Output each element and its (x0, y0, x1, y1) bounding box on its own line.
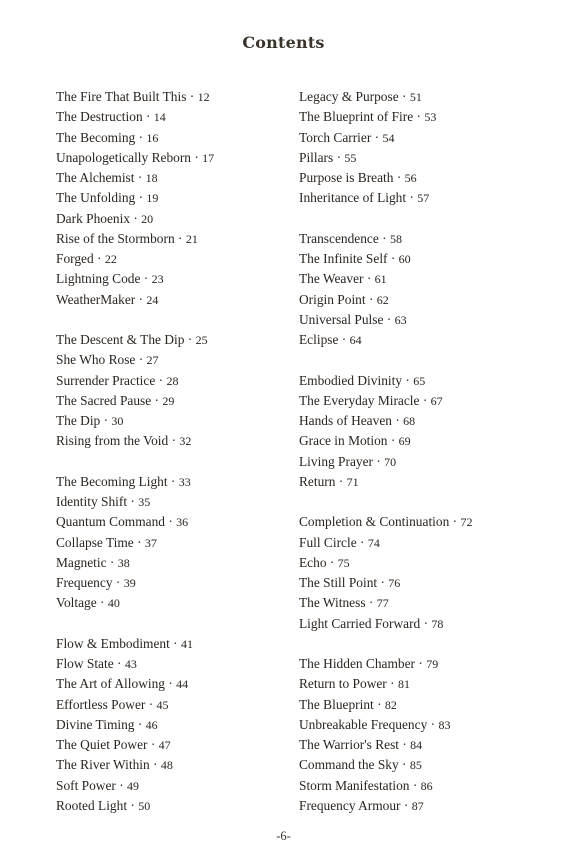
toc-entry: Grace in Motion · 69 (299, 433, 411, 449)
toc-entry-page: 49 (127, 778, 140, 793)
toc-entry-title: Unbreakable Frequency (299, 716, 428, 732)
toc-entry-page: 86 (420, 778, 433, 793)
toc-entry-page: 67 (430, 393, 443, 408)
toc-entry: Flow State · 43 (56, 656, 137, 671)
toc-entry-title: The River Within (56, 757, 150, 773)
toc-entry-page: 82 (384, 697, 397, 712)
toc-entry: Pillars · 55 (299, 149, 357, 165)
toc-entry-title: WeatherMaker (56, 291, 136, 307)
toc-entry-page: 19 (146, 191, 159, 206)
toc-entry: Frequency · 39 (56, 575, 136, 590)
toc-entry: The Quiet Power · 47 (56, 737, 171, 752)
toc-right-column (299, 87, 539, 816)
toc-entry: Embodied Divinity · 65 (299, 372, 426, 388)
toc-entry-title: Divine Timing (56, 716, 135, 732)
toc-entry-title: The Unfolding (56, 190, 136, 206)
toc-entry: The Everyday Miracle · 67 (299, 392, 443, 408)
toc-entry: The Descent & The Dip · 25 (56, 332, 208, 347)
toc-entry: Frequency Armour · 87 (299, 797, 424, 813)
toc-entry-title: Return to Power (299, 676, 387, 692)
toc-entry: Echo · 75 (299, 554, 350, 570)
toc-entry: Return · 71 (299, 473, 359, 489)
toc-entry-page: 50 (138, 798, 151, 813)
toc-entry-page: 47 (158, 738, 171, 752)
toc-entry-page: 51 (409, 90, 422, 104)
toc-entry-title: Effortless Power (56, 696, 146, 712)
toc-entry: Voltage · 40 (56, 595, 120, 611)
toc-entry-title: Light Carried Forward (299, 615, 421, 631)
toc-entry-title: Identity Shift (56, 494, 128, 509)
toc-entry-title: Transcendence (299, 230, 379, 246)
section-gap (299, 492, 539, 512)
toc-entry: The Becoming Light · 33 (56, 473, 191, 489)
toc-entry-title: Hands of Heaven (299, 413, 392, 428)
toc-entry: Eclipse · 64 (299, 332, 362, 347)
toc-entry: The Sacred Pause · 29 (56, 392, 175, 408)
toc-entry-title: The Hidden Chamber (299, 656, 416, 671)
toc-entry: Soft Power · 49 (56, 777, 140, 793)
toc-entry-title: Origin Point (299, 291, 366, 307)
toc-entry-page: 55 (344, 150, 357, 165)
toc-entry-title: Frequency Armour (299, 797, 401, 813)
toc-entry: The Unfolding · 19 (56, 190, 159, 206)
toc-entry: The Alchemist · 18 (56, 170, 158, 185)
toc-entry-page: 18 (145, 171, 158, 185)
toc-entry: Flow & Embodiment · 41 (56, 635, 193, 651)
toc-entry-page: 64 (349, 333, 362, 347)
toc-entry-title: The Fire That Built This (56, 89, 187, 104)
toc-entry-page: 24 (146, 292, 159, 307)
toc-left-column (56, 87, 296, 816)
toc-entry-page: 22 (104, 252, 117, 266)
toc-entry-title: Living Prayer (299, 453, 374, 469)
toc-entry: Storm Manifestation · 86 (299, 777, 433, 793)
toc-entry: She Who Rose · 27 (56, 352, 159, 368)
toc-entry-page: 17 (202, 150, 215, 165)
toc-entry-page: 63 (394, 312, 407, 327)
toc-entry-title: Echo (299, 554, 327, 570)
section-gap (299, 209, 539, 229)
section-gap (56, 614, 296, 634)
toc-entry-page: 56 (404, 171, 417, 185)
toc-entry-page: 78 (431, 616, 444, 631)
toc-entry: The Still Point · 76 (299, 575, 401, 590)
toc-entry-title: The Alchemist (56, 170, 135, 185)
toc-entry: The Fire That Built This · 12 (56, 89, 210, 104)
toc-entry-page: 33 (178, 474, 191, 489)
toc-entry-page: 54 (382, 130, 395, 145)
toc-entry-page: 38 (117, 555, 130, 570)
toc-entry: Identity Shift · 35 (56, 494, 151, 509)
toc-entry-page: 29 (162, 393, 175, 408)
toc-entry-title: Flow State (56, 656, 114, 671)
toc-entry-page: 35 (138, 495, 151, 509)
toc-entry-title: Forged (56, 251, 94, 266)
page-title: Contents (242, 33, 325, 52)
toc-entry: Forged · 22 (56, 251, 117, 266)
toc-entry-title: Unapologetically Reborn (56, 149, 191, 165)
toc-entry-page: 70 (384, 454, 397, 469)
toc-entry-title: Inheritance of Light (299, 190, 407, 206)
toc-entry: Rooted Light · 50 (56, 797, 151, 813)
toc-entry: Light Carried Forward · 78 (299, 615, 444, 631)
toc-entry-page: 45 (156, 697, 169, 712)
toc-entry: Effortless Power · 45 (56, 696, 169, 712)
toc-entry-page: 27 (146, 353, 159, 368)
toc-entry: Command the Sky · 85 (299, 757, 422, 773)
toc-entry: The Infinite Self · 60 (299, 251, 411, 266)
toc-entry: Magnetic · 38 (56, 554, 130, 570)
toc-entry: Quantum Command · 36 (56, 514, 189, 530)
toc-entry: The Destruction · 14 (56, 109, 166, 125)
toc-entry: Living Prayer · 70 (299, 453, 397, 469)
toc-entry-title: Full Circle (299, 534, 357, 550)
toc-entry-title: The Blueprint (299, 696, 374, 712)
toc-entry-title: The Quiet Power (56, 737, 148, 752)
toc-entry-title: Soft Power (56, 777, 116, 793)
toc-entry-title: Purpose is Breath (299, 170, 394, 185)
toc-entry-page: 16 (146, 130, 159, 145)
toc-entry-page: 20 (141, 211, 154, 226)
toc-entry: Torch Carrier · 54 (299, 129, 395, 145)
toc-entry-page: 30 (111, 414, 124, 428)
toc-entry-title: The Blueprint of Fire (299, 109, 414, 125)
toc-entry: The Witness · 77 (299, 595, 389, 611)
toc-entry: Unapologetically Reborn · 17 (56, 149, 215, 165)
toc-entry: Return to Power · 81 (299, 676, 410, 692)
toc-entry: Completion & Continuation · 72 (299, 514, 473, 530)
toc-entry-title: The Everyday Miracle (299, 392, 420, 408)
toc-entry-page: 72 (460, 515, 473, 530)
toc-entry-title: She Who Rose (56, 352, 136, 368)
toc-entry-title: Legacy & Purpose (299, 89, 399, 104)
toc-entry: WeatherMaker · 24 (56, 291, 159, 307)
toc-entry-title: Flow & Embodiment (56, 635, 170, 651)
toc-entry-page: 83 (438, 717, 451, 732)
toc-entry: Rising from the Void · 32 (56, 433, 192, 449)
toc-entry-title: The Destruction (56, 109, 143, 125)
toc-entry-title: Eclipse (299, 332, 339, 347)
toc-entry-page: 23 (151, 272, 164, 287)
toc-entry: The Blueprint · 82 (299, 696, 397, 712)
toc-entry-page: 65 (413, 373, 426, 388)
toc-entry-title: The Weaver (299, 271, 364, 287)
toc-entry: Inheritance of Light · 57 (299, 190, 430, 206)
section-gap (299, 634, 539, 654)
toc-entry: Origin Point · 62 (299, 291, 389, 307)
toc-entry-title: The Becoming Light (56, 473, 168, 489)
toc-entry: Unbreakable Frequency · 83 (299, 716, 451, 732)
section-gap (299, 350, 539, 370)
toc-entry: The Weaver · 61 (299, 271, 387, 287)
toc-entry-page: 53 (424, 110, 437, 125)
toc-entry-page: 46 (145, 717, 158, 732)
toc-entry: The Blueprint of Fire · 53 (299, 109, 437, 125)
toc-entry-title: Frequency (56, 575, 113, 590)
toc-entry-page: 58 (389, 231, 402, 246)
toc-entry-title: The Art of Allowing (56, 676, 165, 692)
toc-entry-title: Embodied Divinity (299, 372, 403, 388)
toc-entry-page: 25 (195, 333, 208, 347)
toc-entry: The Becoming · 16 (56, 129, 159, 145)
toc-entry-title: Pillars (299, 149, 334, 165)
toc-entry-page: 79 (426, 657, 439, 671)
toc-entry-page: 74 (367, 535, 380, 550)
toc-entry-page: 44 (176, 677, 189, 692)
toc-entry: The Art of Allowing · 44 (56, 676, 189, 692)
toc-entry: Surrender Practice · 28 (56, 372, 179, 388)
toc-entry-page: 41 (180, 636, 193, 651)
toc-entry-page: 37 (144, 535, 157, 550)
toc-entry: Universal Pulse · 63 (299, 311, 407, 327)
toc-entry-page: 43 (124, 657, 137, 671)
toc-entry-title: The Witness (299, 595, 366, 611)
toc-entry: Legacy & Purpose · 51 (299, 89, 422, 104)
toc-entry-page: 76 (388, 576, 401, 590)
toc-entry-page: 61 (374, 272, 387, 287)
toc-entry-page: 12 (197, 90, 210, 104)
toc-entry-page: 48 (160, 758, 173, 773)
toc-entry: Divine Timing · 46 (56, 716, 158, 732)
section-gap (56, 310, 296, 330)
toc-entry-page: 28 (166, 373, 179, 388)
toc-entry: Hands of Heaven · 68 (299, 413, 416, 428)
toc-entry: Rise of the Stormborn · 21 (56, 230, 198, 246)
toc-entry-title: The Descent & The Dip (56, 332, 185, 347)
toc-entry-page: 81 (397, 677, 410, 692)
toc-entry-title: Completion & Continuation (299, 514, 450, 530)
toc-entry-page: 85 (409, 758, 422, 773)
toc-entry-page: 84 (410, 738, 423, 752)
toc-entry-page: 77 (376, 596, 389, 611)
toc-entry-page: 32 (179, 434, 192, 449)
toc-entry-title: The Still Point (299, 575, 378, 590)
toc-entry-title: Rising from the Void (56, 433, 169, 449)
toc-entry-title: Rooted Light (56, 797, 128, 813)
toc-entry-page: 60 (398, 252, 411, 266)
toc-entry-title: Magnetic (56, 554, 107, 570)
section-gap (56, 452, 296, 472)
toc-entry-page: 68 (403, 414, 416, 428)
toc-entry-page: 36 (176, 515, 189, 530)
toc-entry: The Warrior's Rest · 84 (299, 737, 423, 752)
toc-entry-title: Quantum Command (56, 514, 165, 530)
toc-entry: The River Within · 48 (56, 757, 173, 773)
toc-entry: Transcendence · 58 (299, 230, 402, 246)
toc-entry-page: 57 (417, 191, 430, 206)
toc-entry-page: 39 (123, 576, 136, 590)
toc-entry: Full Circle · 74 (299, 534, 380, 550)
toc-entry-title: Return (299, 473, 336, 489)
toc-entry: The Dip · 30 (56, 413, 124, 428)
toc-entry-title: Rise of the Stormborn (56, 230, 175, 246)
toc-entry-page: 87 (411, 798, 424, 813)
toc-entry-page: 40 (107, 596, 120, 611)
toc-entry-title: Surrender Practice (56, 372, 156, 388)
toc-entry-page: 69 (398, 434, 411, 449)
toc-entry-title: Voltage (56, 595, 97, 611)
toc-entry: Lightning Code · 23 (56, 271, 164, 287)
toc-entry-title: The Dip (56, 413, 101, 428)
toc-entry-page: 71 (346, 474, 359, 489)
toc-entry-title: Storm Manifestation (299, 777, 410, 793)
toc-entry-title: The Becoming (56, 129, 136, 145)
toc-entry: Purpose is Breath · 56 (299, 170, 417, 185)
toc-entry-title: The Infinite Self (299, 251, 388, 266)
toc-entry-page: 75 (337, 555, 350, 570)
page-number: -6- (276, 829, 291, 843)
toc-entry-title: Universal Pulse (299, 311, 384, 327)
toc-entry-page: 21 (185, 231, 198, 246)
toc-entry-title: Collapse Time (56, 534, 134, 550)
toc-entry-title: Lightning Code (56, 271, 141, 287)
toc-entry: The Hidden Chamber · 79 (299, 656, 439, 671)
toc-entry-title: Command the Sky (299, 757, 399, 773)
toc-entry-title: Grace in Motion (299, 433, 388, 449)
toc-entry-title: The Sacred Pause (56, 392, 152, 408)
toc-entry-title: Torch Carrier (299, 129, 372, 145)
toc-entry: Collapse Time · 37 (56, 534, 157, 550)
toc-entry-title: Dark Phoenix (56, 210, 131, 226)
toc-entry: Dark Phoenix · 20 (56, 210, 154, 226)
toc-entry-page: 14 (153, 110, 166, 125)
toc-entry-title: The Warrior's Rest (299, 737, 400, 752)
toc-entry-page: 62 (376, 292, 389, 307)
